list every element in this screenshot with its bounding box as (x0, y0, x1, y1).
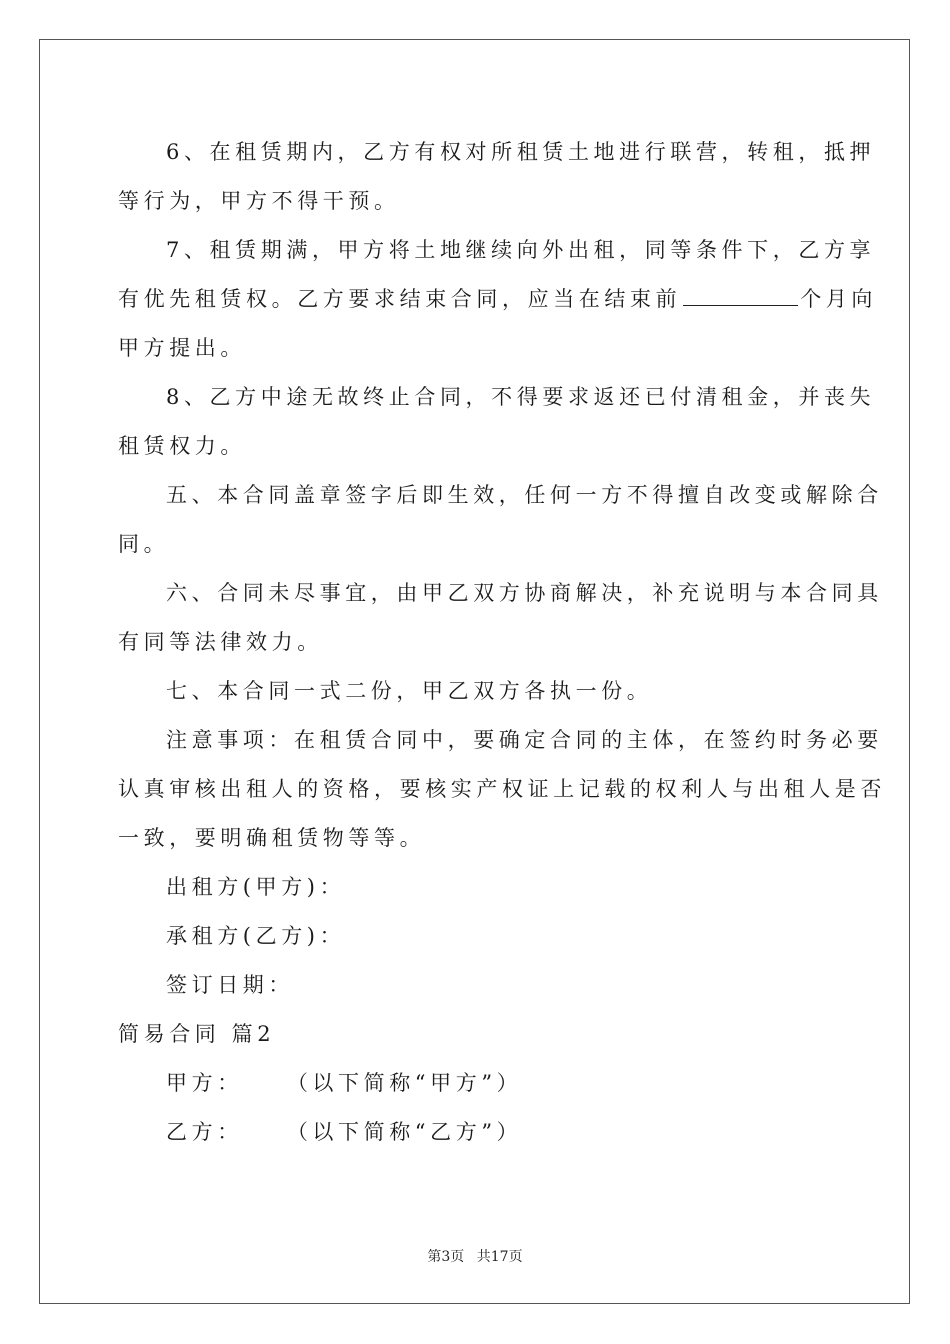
party-a-line (118, 1059, 838, 1108)
clause-6-line-2: 等行为，甲方不得干预。 (118, 189, 400, 213)
party-a-note: （以下简称“甲方”） (286, 1071, 523, 1095)
clause-7-line-3: 甲方提出。 (118, 336, 246, 360)
clause-six-line-2: 有同等法律效力。 (118, 630, 323, 654)
party-b-label: 乙方： (166, 1120, 243, 1144)
document-body (118, 128, 886, 1157)
party-b-note: （以下简称“乙方”） (286, 1120, 523, 1144)
clause-7-line-2 (118, 275, 878, 324)
clause-six-line-1: 六、合同未尽事宜，由甲乙双方协商解决，补充说明与本合同具 (166, 581, 883, 605)
clause-five-line-2: 同。 (118, 532, 170, 556)
section-title: 简易合同 篇2 (118, 1022, 276, 1046)
page-footer (0, 1246, 950, 1266)
clause-8-line-2: 租赁权力。 (118, 434, 246, 458)
clause-seven-line-1: 七、本合同一式二份，甲乙双方各执一份。 (166, 679, 653, 703)
notes-line-1: 注意事项：在租赁合同中，要确定合同的主体，在签约时务必要 (166, 728, 883, 752)
clause-8-line-1: 8、乙方中途无故终止合同，不得要求返还已付清租金，并丧失 (166, 385, 876, 409)
clause-five-line-1: 五、本合同盖章签字后即生效，任何一方不得擅自改变或解除合 (166, 483, 883, 507)
notes-line-2: 认真审核出租人的资格，要核实产权证上记载的权利人与出租人是否 (118, 777, 886, 801)
page-total: 共17页 (476, 1249, 523, 1265)
months-blank (683, 285, 798, 306)
lessee-signature-label: 承租方(乙方)： (166, 924, 346, 948)
clause-7-text-b: 个月向 (800, 287, 878, 311)
clause-7-text-a: 有优先租赁权。乙方要求结束合同，应当在结束前 (118, 287, 682, 311)
notes-line-3: 一致，要明确租赁物等等。 (118, 826, 426, 850)
clause-6-line-1: 6、在租赁期内，乙方有权对所租赁土地进行联营，转租，抵押 (166, 140, 876, 164)
lessor-signature-label: 出租方(甲方)： (166, 875, 346, 899)
sign-date-label: 签订日期： (166, 973, 294, 997)
page-number: 第3页 (427, 1249, 465, 1265)
clause-7-line-1: 7、租赁期满，甲方将土地继续向外出租，同等条件下，乙方享 (166, 238, 876, 262)
party-b-line (118, 1108, 838, 1157)
party-a-label: 甲方： (166, 1071, 243, 1095)
